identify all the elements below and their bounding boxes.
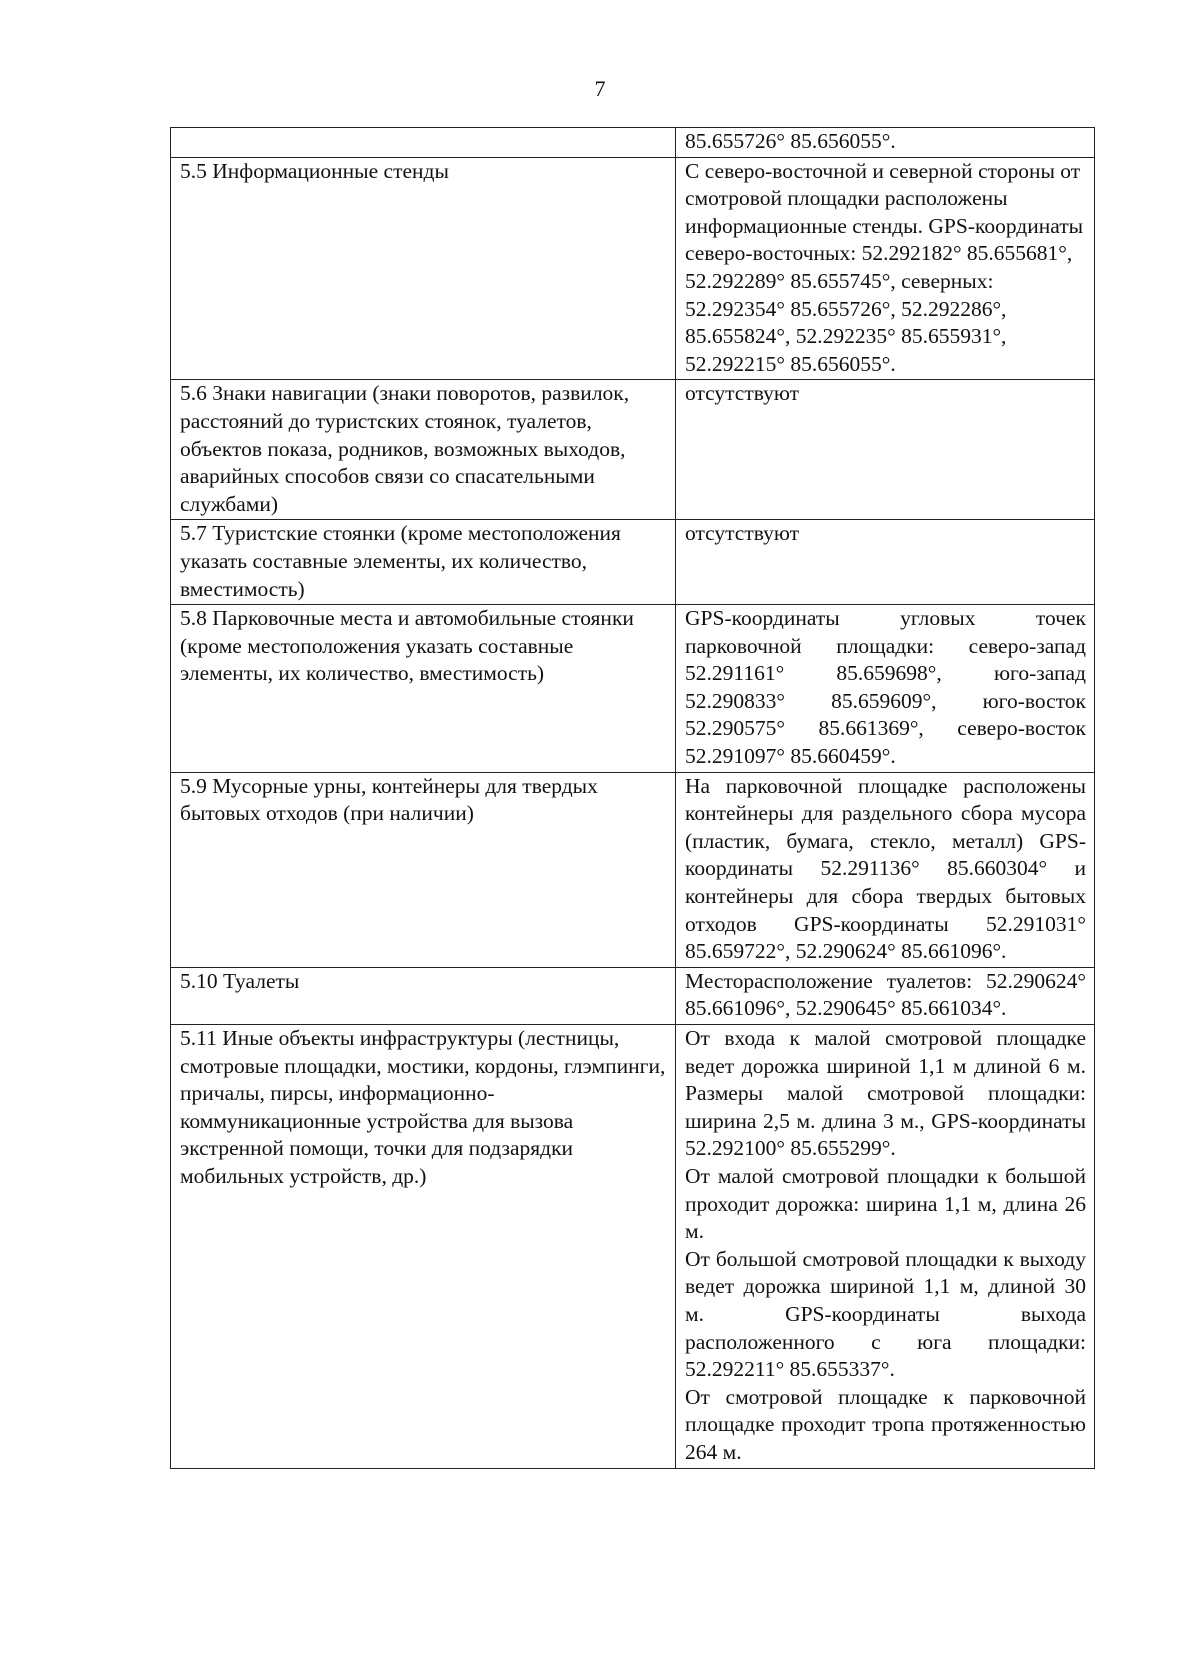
item-cell: 5.7 Туристские стоянки (кроме местоположения указать составные элементы, их количество, вместимость) (171, 520, 676, 605)
table-row (171, 967, 1095, 1024)
table-row (171, 605, 1095, 773)
table-row (171, 380, 1095, 520)
value-cell (676, 1025, 1095, 1469)
item-cell (171, 128, 676, 158)
value-text: отсутствуют (685, 381, 800, 406)
table-row (171, 1025, 1095, 1469)
value-text: Месторасположение туалетов: 52.290624° 85.661096°, 52.290645° 85.661034°. (685, 968, 1086, 1021)
value-cell (676, 128, 1095, 158)
value-cell (676, 380, 1095, 520)
item-cell: 5.9 Мусорные урны, контейнеры для твердых бытовых отходов (при наличии) (171, 772, 676, 967)
infrastructure-table (170, 127, 1095, 1469)
value-cell (676, 157, 1095, 380)
value-text: отсутствуют (685, 521, 800, 546)
value-paragraph: От смотровой площадке к парковочной площадке проходит тропа протяженностью 264 м. (685, 1384, 1086, 1464)
value-paragraph: От большой смотровой площадки к выходу ведет дорожка шириной 1,1 м, длиной 30 м. GPS-координаты выхода расположенного с юга площадки: 52.292211° 85.655337°. (685, 1246, 1086, 1382)
value-cell (676, 605, 1095, 773)
value-cell (676, 967, 1095, 1024)
value-text: На парковочной площадке расположены контейнеры для раздельного сбора мусора (пластик, бумага, стекло, металл) GPS-координаты 52.291136° 85.660304° и контейнеры для сбора твердых бытовых отходов GPS-координаты 52.291031° 85.659722°, 52.290624° 85.661096°. (685, 773, 1086, 964)
table-row (171, 520, 1095, 605)
item-cell: 5.10 Туалеты (171, 967, 676, 1024)
item-cell: 5.5 Информационные стенды (171, 157, 676, 380)
value-cell (676, 772, 1095, 967)
value-text: С северо-восточной и северной стороны от смотровой площадки расположены информационные стенды. GPS-координаты северо-восточных: 52.292182° 85.655681°, 52.292289° 85.655745°, северных: 52.292354° 85.655726°, 52.292286°, 85.655824°, 52.292235° 85.655931°, 52.292215° 85.656055°. (685, 158, 1084, 376)
table-row (171, 772, 1095, 967)
value-paragraph: От входа к малой смотровой площадке ведет дорожка шириной 1,1 м длиной 6 м. Размеры малой смотровой площадки: ширина 2,5 м. длина 3 м., GPS-координаты 52.292100° 85.655299°. (685, 1026, 1086, 1161)
item-cell: 5.8 Парковочные места и автомобильные стоянки (кроме местоположения указать составные элементы, их количество, вместимость) (171, 605, 676, 773)
value-text: GPS-координаты угловых точек парковочной площадки: северо-запад 52.291161° 85.659698°, юго-запад 52.290833° 85.659609°, юго-восток 52.290575° 85.661369°, северо-восток 52.291097° 85.660459°. (685, 606, 1086, 769)
value-cell (676, 520, 1095, 605)
page-number: 7 (594, 76, 606, 101)
table-row (171, 157, 1095, 380)
item-cell: 5.11 Иные объекты инфраструктуры (лестницы, смотровые площадки, мостики, кордоны, глэмпинги, причалы, пирсы, информационно-коммуникационные устройства для вызова экстренной помощи, точки для подзарядки мобильных устройств, др.) (171, 1025, 676, 1469)
value-paragraph: От малой смотровой площадки к большой проходит дорожка: ширина 1,1 м, длина 26 м. (685, 1163, 1086, 1244)
value-text: 85.655726° 85.656055°. (685, 129, 896, 153)
table-row (171, 128, 1095, 158)
item-cell: 5.6 Знаки навигации (знаки поворотов, развилок, расстояний до туристских стоянок, туалетов, объектов показа, родников, возможных выходов, аварийных способов связи со спасательными службами) (171, 380, 676, 520)
